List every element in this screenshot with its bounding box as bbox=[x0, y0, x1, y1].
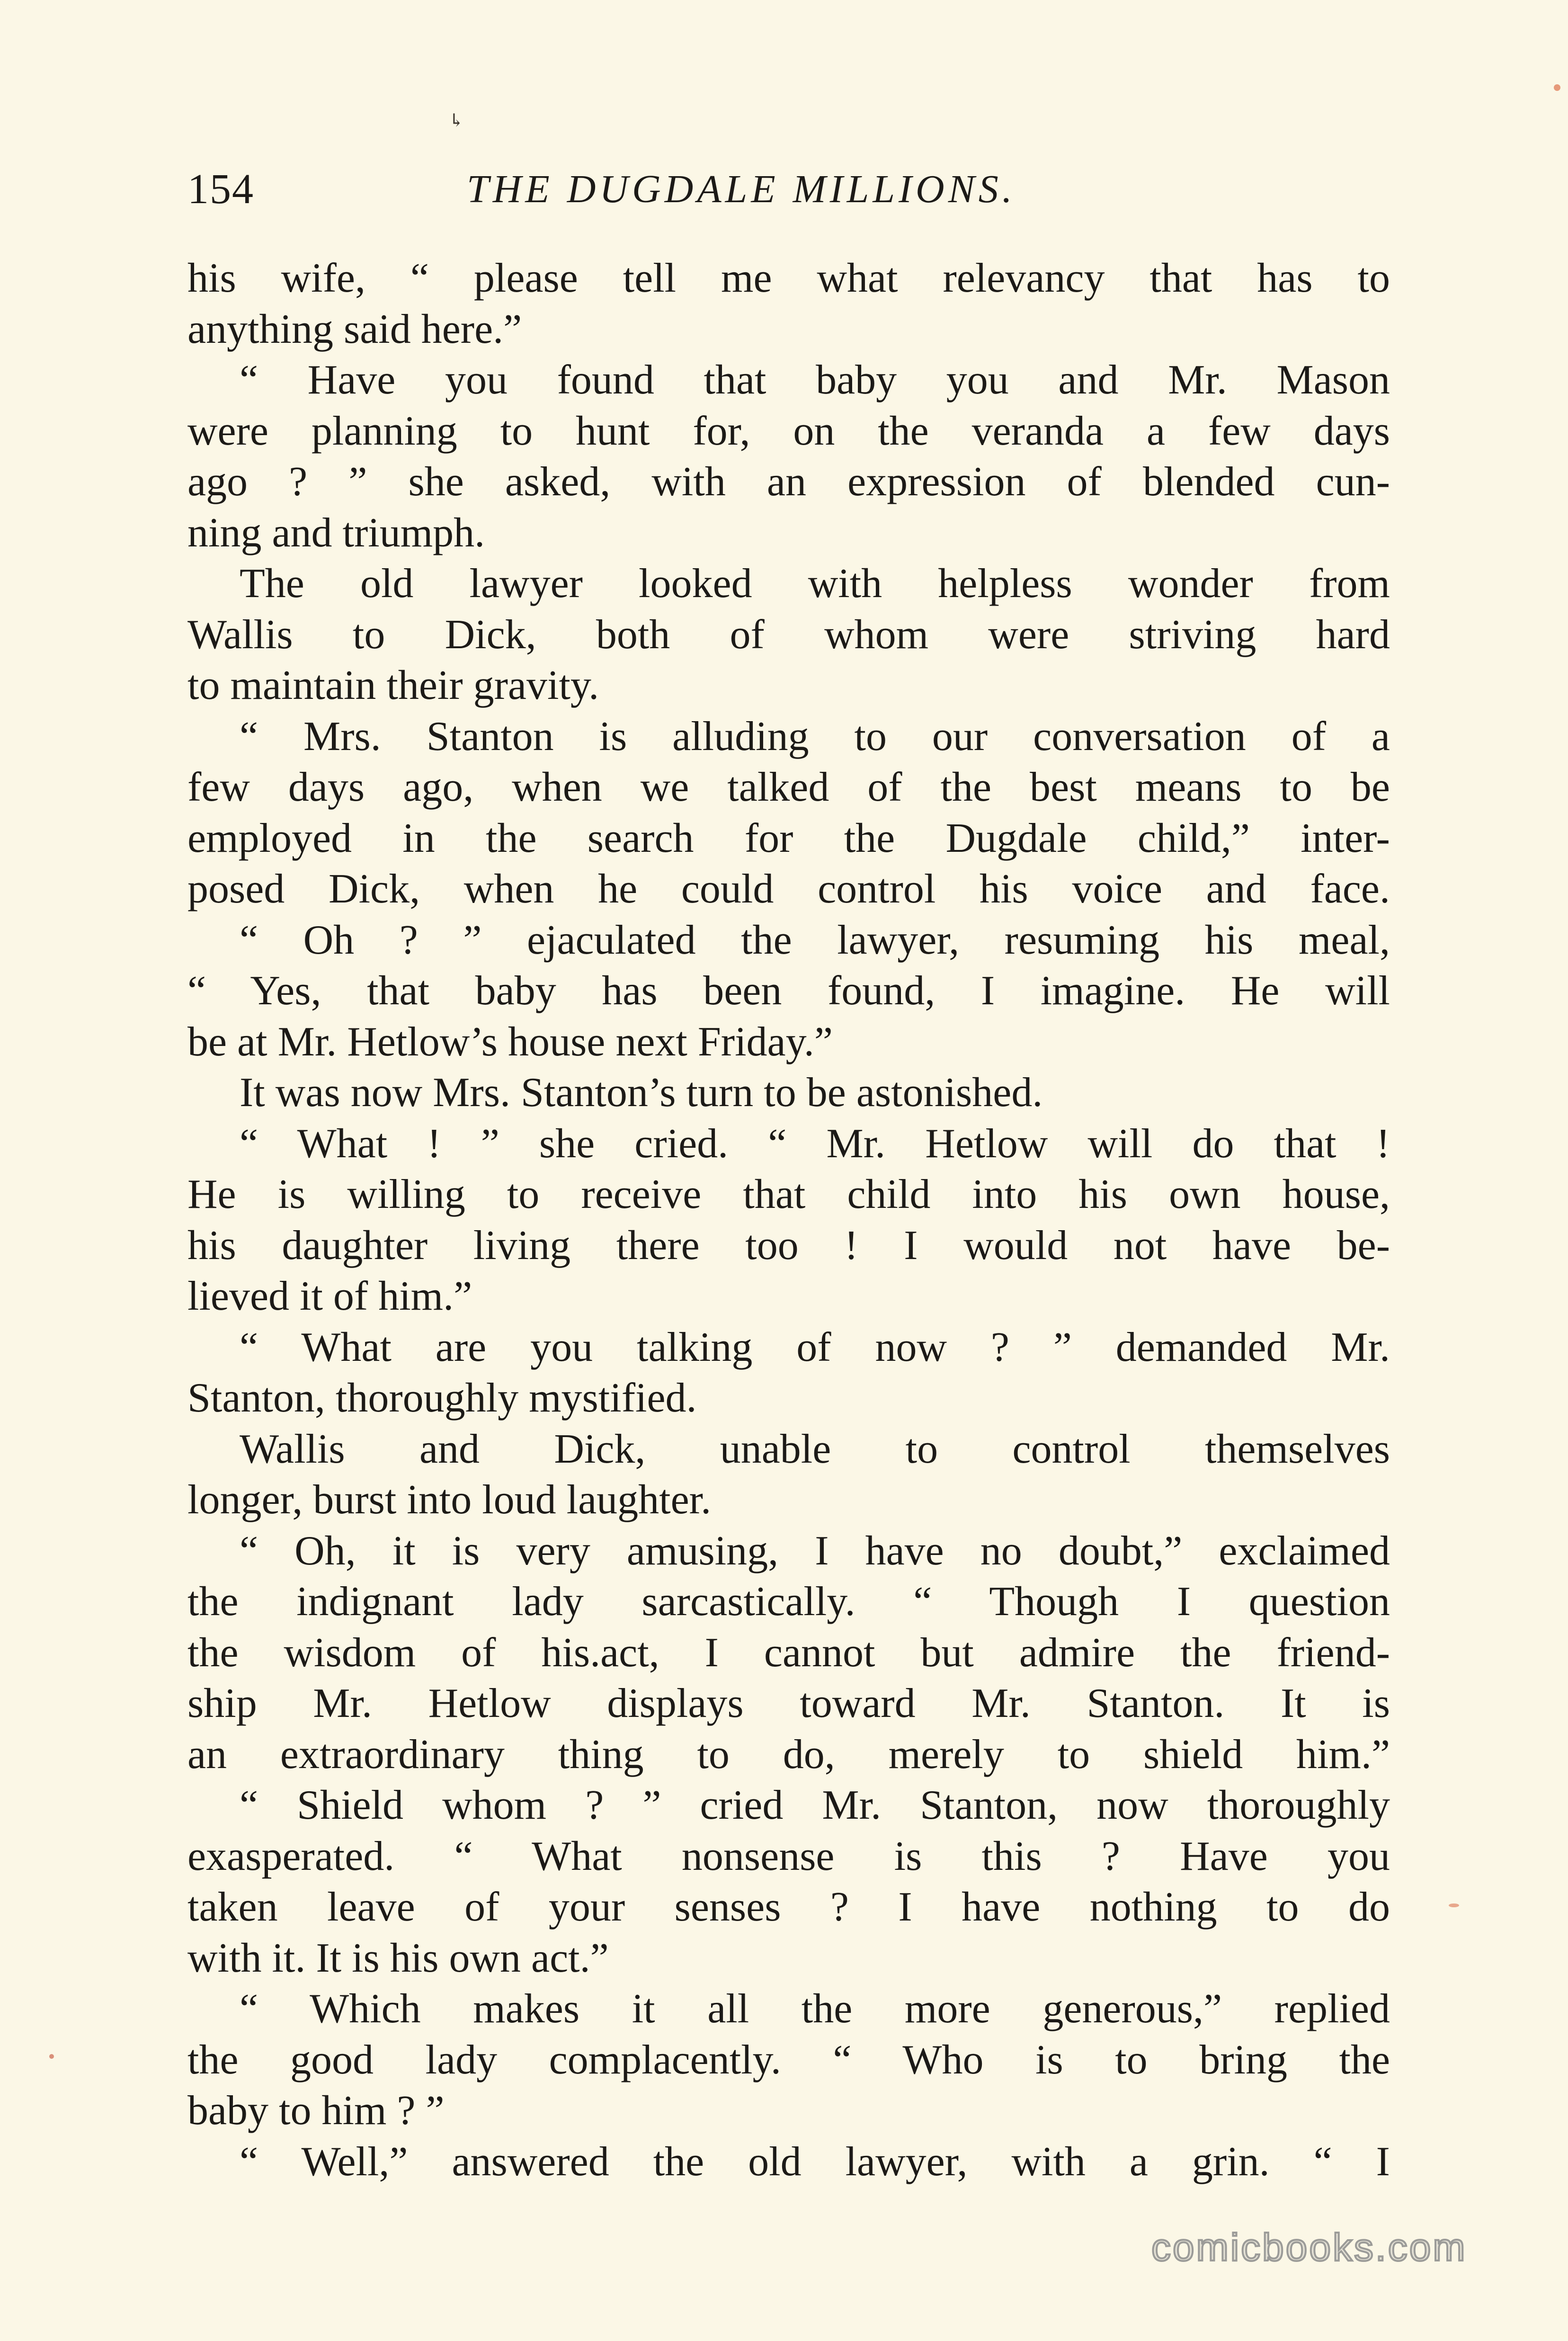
text-line: “ What ! ” she cried. “ Mr. Hetlow will do that ! bbox=[240, 1120, 1390, 1167]
edge-speck bbox=[1554, 84, 1560, 91]
text-line: “ Well,” answered the old lawyer, with a grin. “ I bbox=[240, 2138, 1390, 2185]
print-speck: ↳ bbox=[449, 111, 464, 131]
text-line: “ Mrs. Stanton is alluding to our conversation of a bbox=[240, 713, 1390, 759]
text-line: his daughter living there too ! I would not have be- bbox=[187, 1222, 1390, 1269]
text-line: “ What are you talking of now ? ” demanded Mr. bbox=[240, 1324, 1390, 1370]
text-line: ning and triumph. bbox=[187, 509, 485, 556]
text-line: ship Mr. Hetlow displays toward Mr. Stanton. It is bbox=[187, 1680, 1390, 1726]
text-line: his wife, “ please tell me what relevancy that has to bbox=[187, 255, 1390, 301]
text-line: an extraordinary thing to do, merely to shield him.” bbox=[187, 1731, 1390, 1778]
body-text bbox=[187, 253, 1390, 2187]
site-watermark: comicbooks.com bbox=[1151, 2226, 1467, 2269]
text-line: “ Shield whom ? ” cried Mr. Stanton, now thoroughly bbox=[240, 1782, 1390, 1828]
text-line: “ Which makes it all the more generous,” replied bbox=[240, 1986, 1390, 2032]
text-line: the good lady complacently. “ Who is to bring the bbox=[187, 2037, 1390, 2083]
text-line: “ Oh ? ” ejaculated the lawyer, resuming his meal, bbox=[240, 917, 1390, 963]
text-line: to maintain their gravity. bbox=[187, 662, 599, 708]
text-line: few days ago, when we talked of the best means to be bbox=[187, 764, 1390, 810]
text-line: posed Dick, when he could control his voice and face. bbox=[187, 866, 1390, 912]
text-line: Wallis to Dick, both of whom were striving hard bbox=[187, 611, 1390, 658]
running-title: THE DUGDALE MILLIONS. bbox=[467, 167, 1016, 211]
text-line: It was now Mrs. Stanton’s turn to be astonished. bbox=[240, 1070, 1043, 1116]
text-line: employed in the search for the Dugdale child,” inter- bbox=[187, 815, 1390, 861]
text-line: lieved it of him.” bbox=[187, 1273, 472, 1319]
edge-speck bbox=[49, 2054, 54, 2059]
text-line: the indignant lady sarcastically. “ Though I question bbox=[187, 1579, 1390, 1625]
text-line: exasperated. “ What nonsense is this ? Have you bbox=[187, 1833, 1390, 1879]
text-line: anything said here.” bbox=[187, 306, 522, 352]
text-line: Wallis and Dick, unable to control themselves bbox=[240, 1426, 1390, 1472]
text-line: were planning to hunt for, on the veranda a few days bbox=[187, 408, 1390, 454]
text-line: longer, burst into loud laughter. bbox=[187, 1477, 712, 1523]
text-line: ago ? ” she asked, with an expression of blended cun- bbox=[187, 459, 1390, 505]
text-line: “ Have you found that baby you and Mr. Mason bbox=[240, 357, 1390, 403]
text-line: with it. It is his own act.” bbox=[187, 1935, 609, 1981]
page-header bbox=[187, 161, 1390, 218]
text-line: taken leave of your senses ? I have nothing to do bbox=[187, 1884, 1390, 1930]
text-line: be at Mr. Hetlow’s house next Friday.” bbox=[187, 1019, 833, 1065]
edge-speck bbox=[1449, 1903, 1459, 1907]
text-line: “ Oh, it is very amusing, I have no doubt,” exclaimed bbox=[240, 1528, 1390, 1574]
text-line: Stanton, thoroughly mystified. bbox=[187, 1375, 697, 1421]
text-line: the wisdom of his.act, I cannot but admire the friend- bbox=[187, 1629, 1390, 1676]
text-line: The old lawyer looked with helpless wonder from bbox=[240, 561, 1390, 607]
text-line: He is willing to receive that child into his own house, bbox=[187, 1171, 1390, 1217]
page-number: 154 bbox=[187, 166, 254, 213]
text-line: “ Yes, that baby has been found, I imagine. He will bbox=[187, 968, 1390, 1014]
text-line: baby to him ? ” bbox=[187, 2088, 445, 2134]
